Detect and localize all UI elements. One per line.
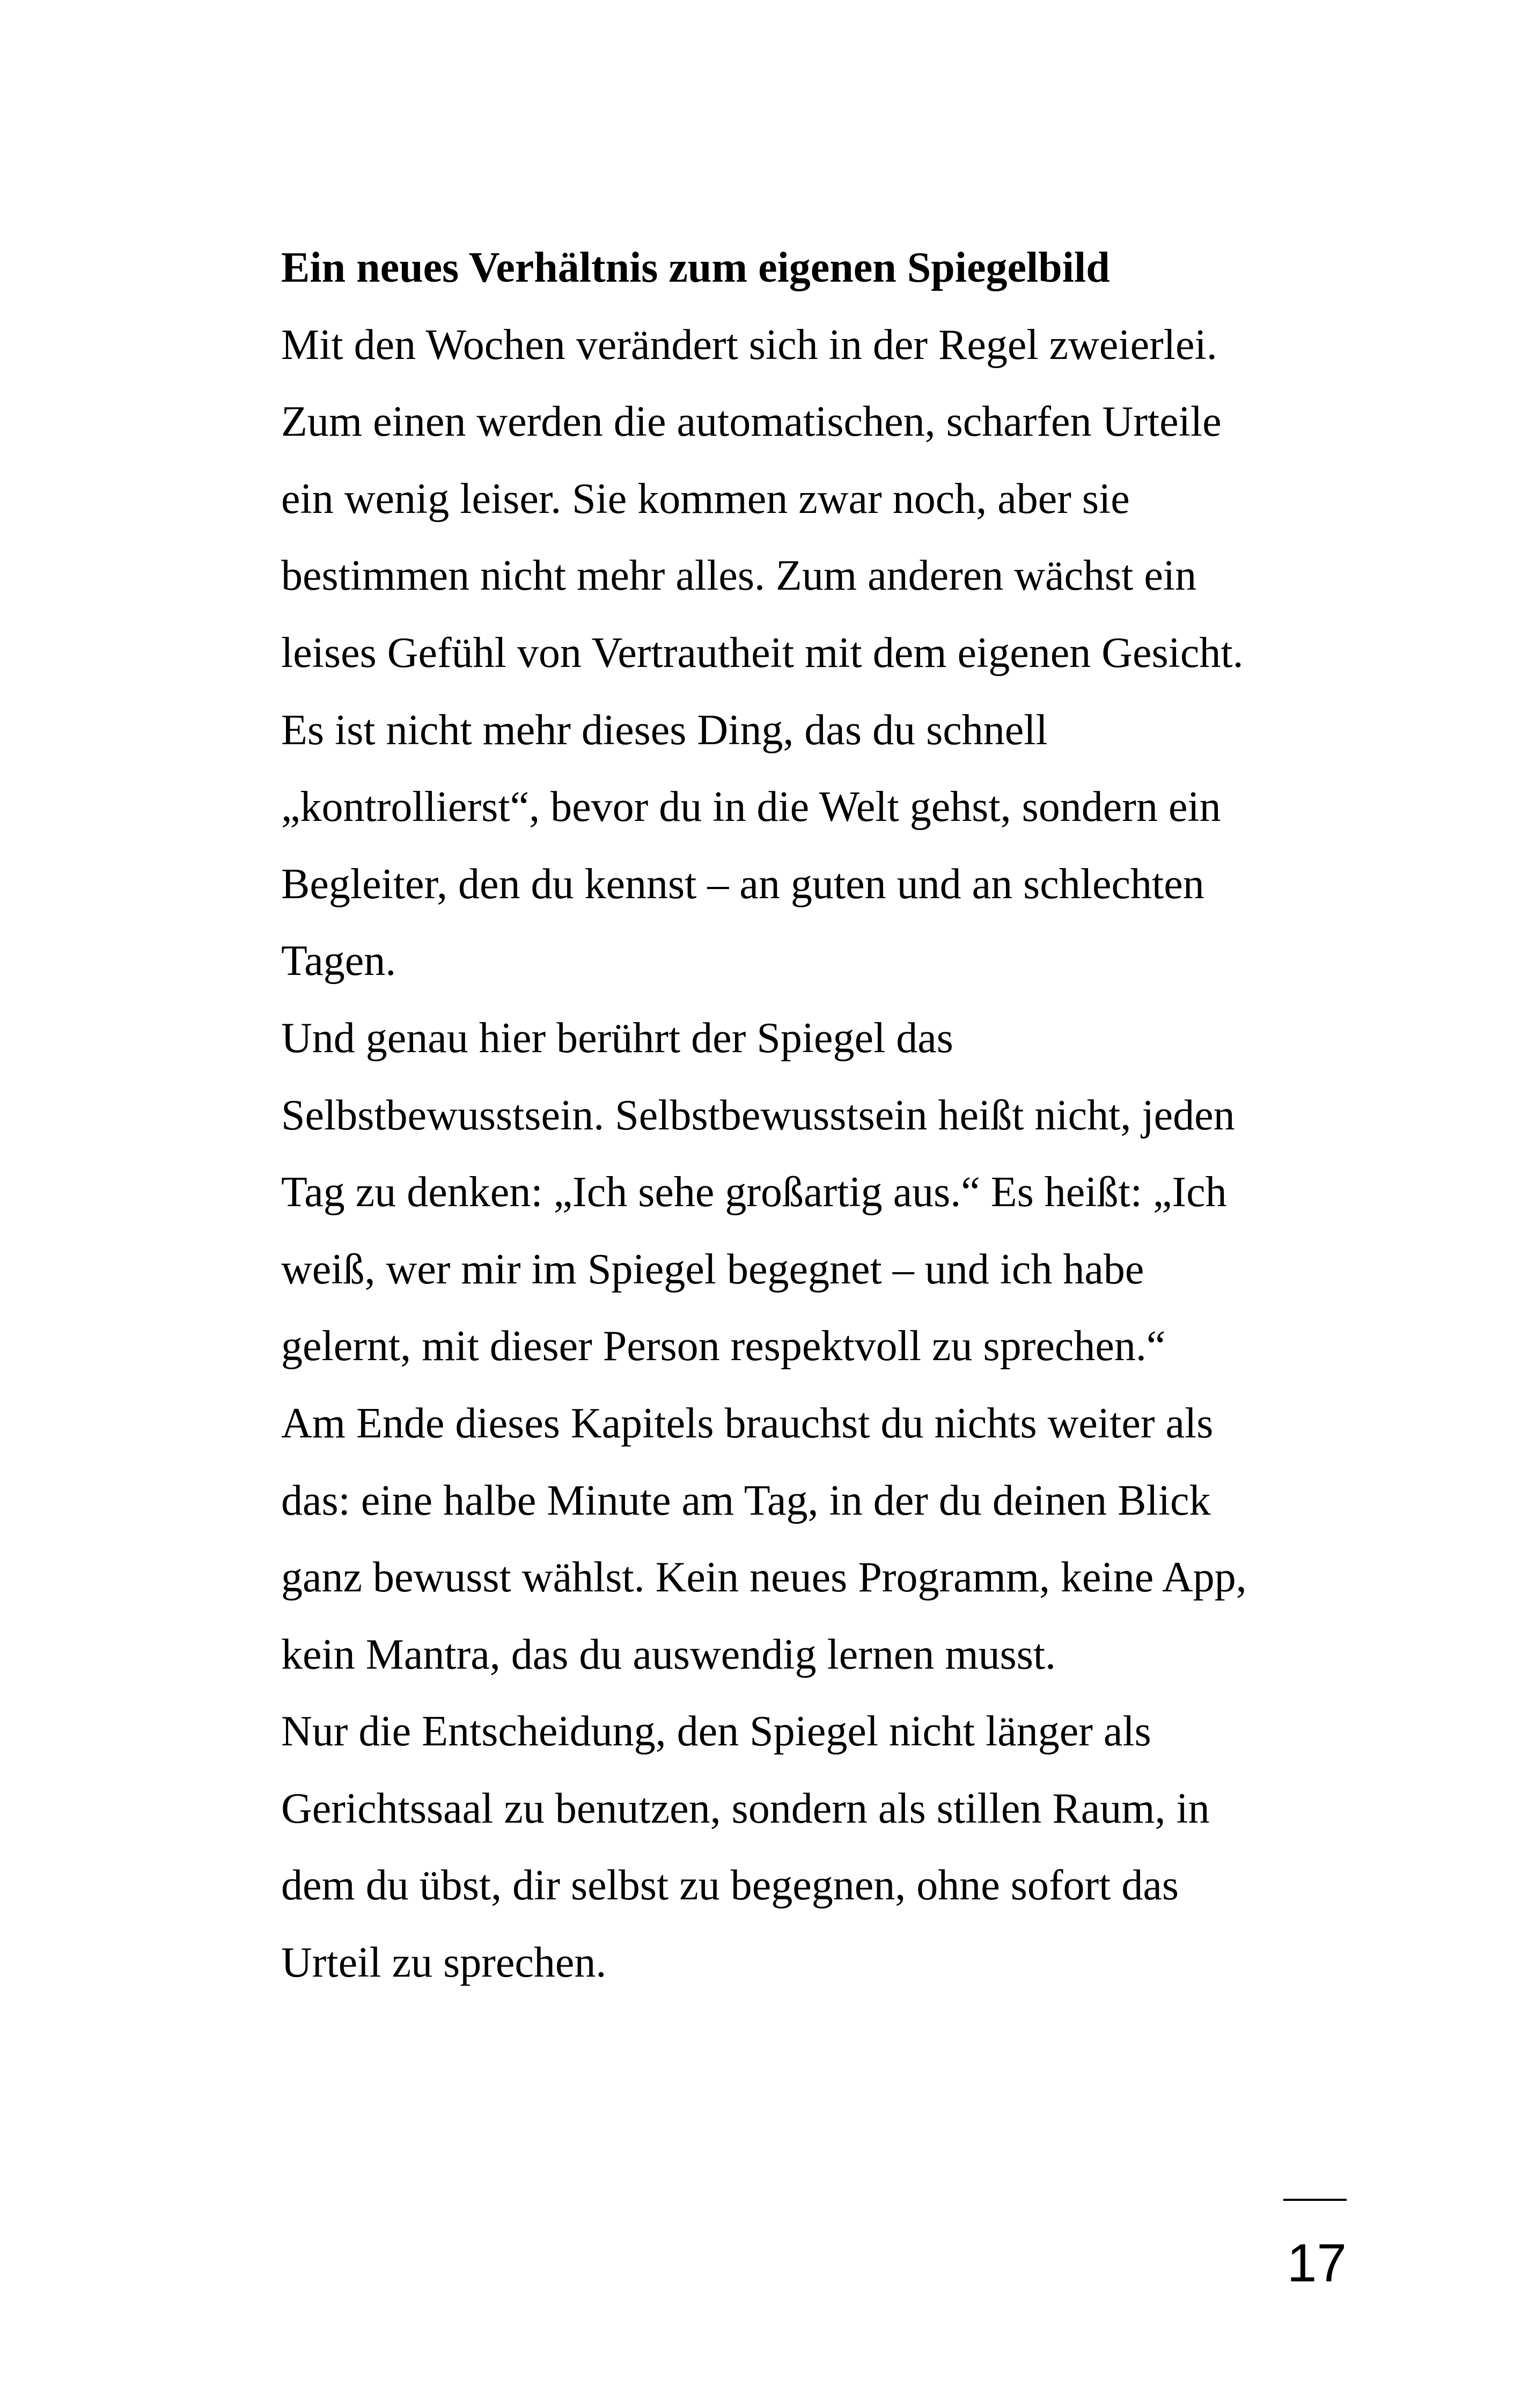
text-line: Mit den Wochen verändert sich in der Regel zweierlei. [281,321,1217,369]
text-line: dem du übst, dir selbst zu begegnen, ohne sofort das [281,1862,1179,1910]
text-line: kein Mantra, das du auswendig lernen musst. [281,1631,1056,1678]
text-line: Selbstbewusstsein. Selbstbewusstsein heißt nicht, jeden [281,1091,1235,1139]
text-line: leises Gefühl von Vertrautheit mit dem eigenen Gesicht. [281,629,1244,677]
text-line: gelernt, mit dieser Person respektvoll zu sprechen.“ [281,1323,1166,1370]
text-line: „kontrollierst“, bevor du in die Welt gehst, sondern ein [281,783,1221,831]
text-line: Zum einen werden die automatischen, scharfen Urteile [281,398,1222,446]
text-line: Nur die Entscheidung, den Spiegel nicht länger als [281,1708,1151,1756]
text-line: Es ist nicht mehr dieses Ding, das du schnell [281,706,1048,754]
text-line: Tagen. [281,937,396,985]
text-line: Begleiter, den du kennst – an guten und an schlechten [281,860,1204,908]
text-line: Am Ende dieses Kapitels brauchst du nichts weiter als [281,1399,1214,1447]
text-line: Und genau hier berührt der Spiegel das [281,1014,953,1062]
text-line: Gerichtssaal zu benutzen, sondern als stillen Raum, in [281,1785,1210,1832]
text-line: ein wenig leiser. Sie kommen zwar noch, aber sie [281,475,1130,523]
text-line: das: eine halbe Minute am Tag, in der du deinen Blick [281,1477,1211,1524]
section-heading: Ein neues Verhältnis zum eigenen Spiegelbild [281,244,1110,291]
text-line: Urteil zu sprechen. [281,1939,607,1987]
text-line: ganz bewusst wählst. Kein neues Programm, keine App, [281,1554,1247,1602]
text-line: bestimmen nicht mehr alles. Zum anderen wächst ein [281,552,1197,600]
text-line: weiß, wer mir im Spiegel begegnet – und ich habe [281,1245,1144,1293]
text-line: Tag zu denken: „Ich sehe großartig aus.“ Es heißt: „Ich [281,1169,1227,1216]
footer-rule [1283,2199,1347,2201]
chapter-text [281,230,1365,2002]
page-number: 17 [1287,2233,1347,2293]
